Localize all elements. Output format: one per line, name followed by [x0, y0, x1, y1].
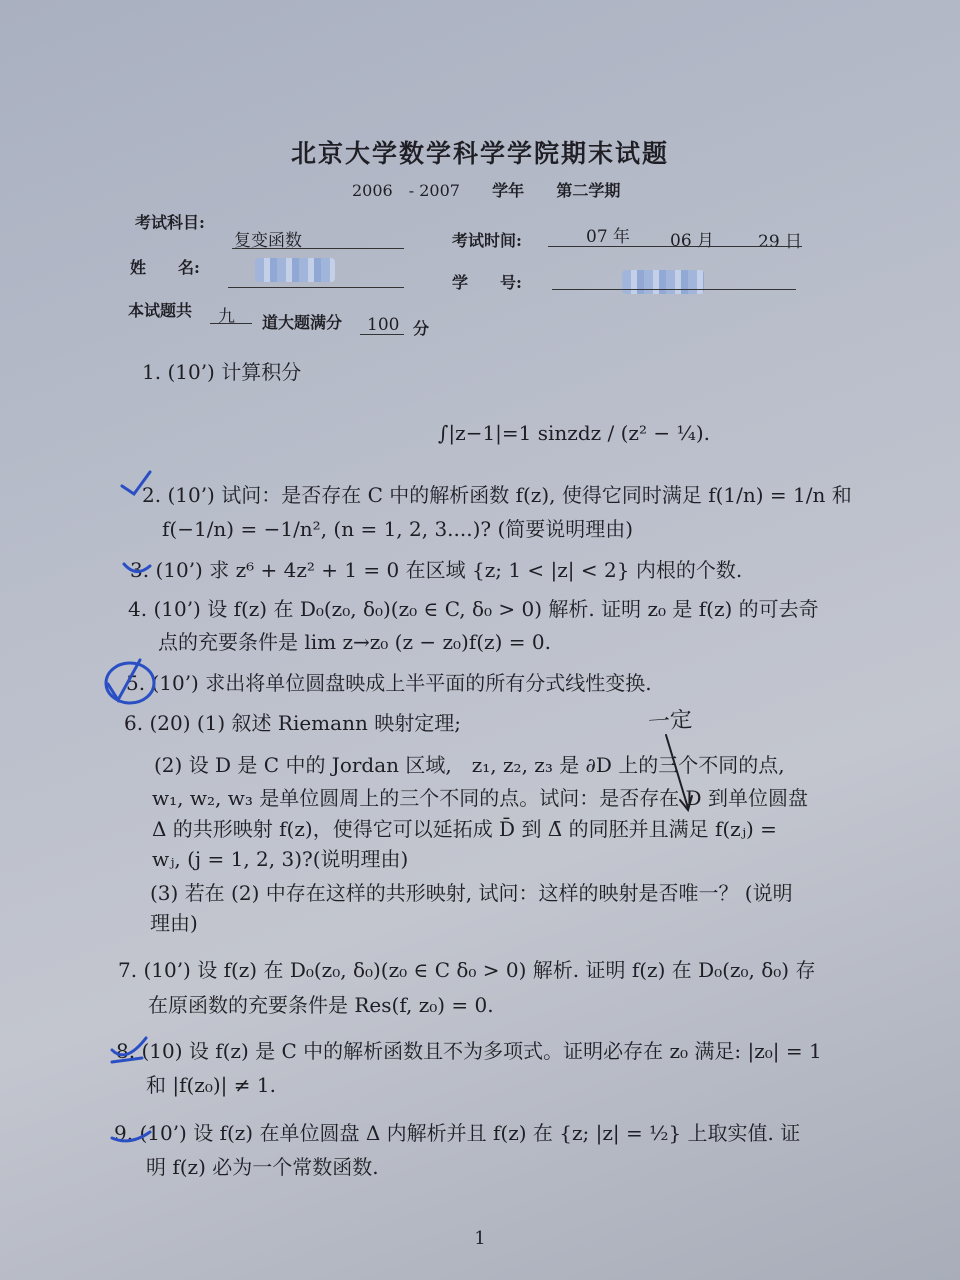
time-year: 07 年 [586, 227, 631, 247]
question-6-part3: (3) 若在 (2) 中存在这样的共形映射, 试问：这样的映射是否唯一？ (说明 [150, 881, 793, 905]
subject-value: 复变函数 [234, 231, 302, 251]
question-1-integral: ∫|z−1|=1 sinzdz / (z² − ¼). [438, 421, 711, 445]
time-day: 29 日 [758, 232, 803, 252]
question-7: 7. (10’) 设 f(z) 在 D₀(z₀, δ₀)(z₀ ∈ C δ₀ > 0) 解析. 证明 f(z) 在 D₀(z₀, δ₀) 存 [118, 958, 816, 982]
name-label: 姓 名: [130, 258, 200, 277]
question-1: 1. (10’) 计算积分 [142, 360, 302, 384]
arrow-shaft [666, 735, 688, 808]
question-4: 4. (10’) 设 f(z) 在 D₀(z₀, δ₀)(z₀ ∈ C, δ₀ > 0) 解析. 证明 z₀ 是 f(z) 的可去奇 [128, 597, 819, 621]
year-range: 2006 - 2007 [352, 181, 460, 200]
question-3: 3. (10’) 求 z⁶ + 4z² + 1 = 0 在区域 {z; 1 < |z| < 2} 内根的个数. [130, 558, 743, 582]
question-4-cont: 点的充要条件是 lim z→z₀ (z − z₀)f(z) = 0. [158, 630, 551, 654]
question-8-cont: 和 |f(z₀)| ≠ 1. [146, 1073, 276, 1097]
count-value: 九 [218, 307, 235, 327]
count-prefix: 本试题共 [128, 301, 193, 320]
question-2: 2. (10’) 试问：是否存在 C 中的解析函数 f(z), 使得它同时满足 f(1/n) = 1/n 和 [142, 483, 852, 507]
count-mid: 道大题满分 [262, 313, 343, 332]
underline-mark-q3 [124, 564, 150, 572]
time-month: 06 月 [670, 231, 715, 251]
exam-title: 北京大学数学科学学院期末试题 [290, 139, 669, 168]
checkmark-q8 [112, 1038, 146, 1055]
question-6-part2-line2: w₁, w₂, w₃ 是单位圆周上的三个不同的点。试问：是否存在 D 到单位圆盘 [152, 786, 808, 810]
question-9-cont: 明 f(z) 必为一个常数函数. [146, 1155, 379, 1179]
question-6-part3-cont: 理由) [150, 911, 198, 935]
underline-mark-q9 [112, 1132, 150, 1141]
year-label: 学年 [492, 181, 525, 200]
question-6-part2-line4: wⱼ, (j = 1, 2, 3)?(说明理由) [152, 847, 409, 871]
underline-mark-q8 [112, 1058, 142, 1062]
checkmark-q2 [122, 472, 150, 494]
subject-label: 考试科目: [135, 213, 205, 232]
circle-mark-q5 [106, 663, 154, 703]
checkmark-q5 [108, 660, 140, 700]
question-6-part2: (2) 设 D 是 C 中的 Jordan 区域, z₁, z₂, z₃ 是 ∂D 上的三个不同的点, [154, 753, 785, 777]
question-5: 5. (10’) 求出将单位圆盘映成上半平面的所有分式线性变换. [126, 671, 652, 695]
semester: 第二学期 [556, 181, 621, 200]
question-6: 6. (20) (1) 叙述 Riemann 映射定理; [124, 711, 461, 735]
handwritten-note: 一定 [647, 707, 693, 736]
question-6-part2-line3: Δ 的共形映射 f(z)，使得它可以延拓成 D̄ 到 Δ̄ 的同胚并且满足 f(zⱼ) = [152, 817, 777, 841]
question-8: 8. (10) 设 f(z) 是 C 中的解析函数且不为多项式。证明必存在 z₀ 满足: |z₀| = 1 [116, 1039, 822, 1063]
total-suffix: 分 [413, 319, 430, 338]
question-9: 9. (10’) 设 f(z) 在单位圆盘 Δ 内解析并且 f(z) 在 {z; |z| = ½} 上取实值. 证 [114, 1121, 801, 1145]
question-2-cont: f(−1/n) = −1/n², (n = 1, 2, 3....)? (简要说明理由) [162, 517, 634, 541]
question-7-cont: 在原函数的充要条件是 Res(f, z₀) = 0. [148, 993, 494, 1017]
page-number: 1 [474, 1228, 486, 1249]
id-label: 学 号: [452, 273, 522, 292]
total-value: 100 [367, 315, 400, 335]
time-label: 考试时间: [452, 231, 522, 250]
